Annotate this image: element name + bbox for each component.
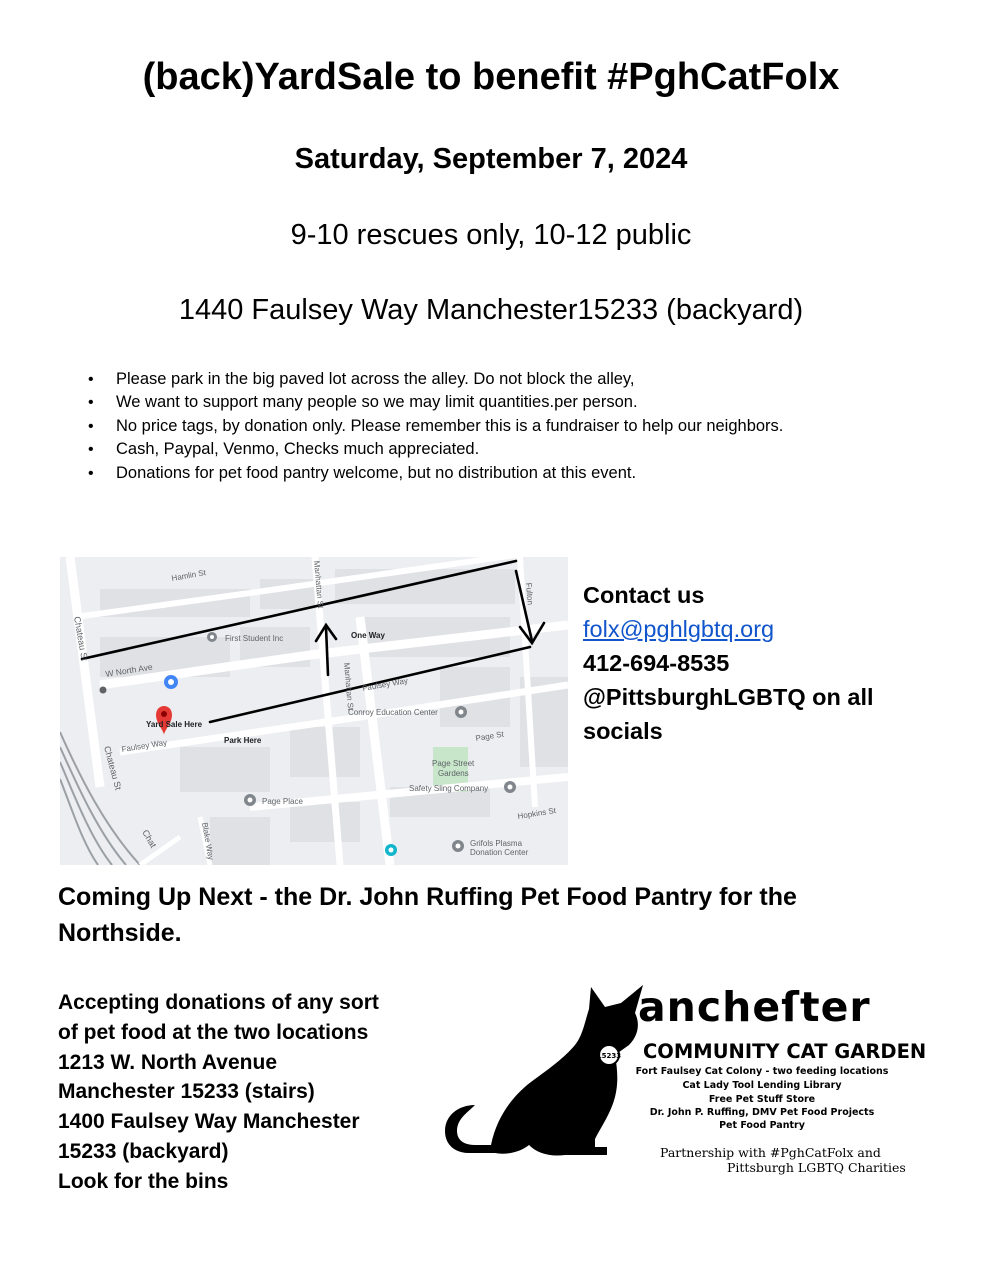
label-yard-sale: Yard Sale Here xyxy=(146,720,203,729)
cat-silhouette-icon xyxy=(445,985,645,1180)
label-grifols-2: Donation Center xyxy=(470,848,529,857)
label-fulton: Fulton xyxy=(524,582,535,606)
info-list xyxy=(88,368,783,485)
donation-line: 15233 (backyard) xyxy=(58,1139,229,1163)
event-address: 1440 Faulsey Way Manchester15233 (backyard) xyxy=(178,294,804,326)
label-chateau-2: Chateau St xyxy=(102,744,124,792)
logo-line: Fort Faulsey Cat Colony - two feeding locations xyxy=(635,1066,889,1077)
page-title: (back)YardSale to benefit #PghCatFolx xyxy=(142,56,840,98)
list-item: • Please park in the big paved lot across the alley. Do not block the alley, xyxy=(88,368,783,391)
event-date: Saturday, September 7, 2024 xyxy=(294,143,688,175)
label-page-place: Page Place xyxy=(262,797,303,806)
cat-tag-text: 15233 xyxy=(596,1052,622,1060)
logo-line: Pet Food Pantry xyxy=(719,1120,805,1131)
cat-garden-logo xyxy=(445,983,927,1180)
contact-social-2: socials xyxy=(583,718,663,744)
logo-line: Free Pet Stuff Store xyxy=(708,1094,816,1105)
label-chateau-1: Chateau St xyxy=(72,615,90,662)
next-line-1: Coming Up Next - the Dr. John Ruffing Pet Food Pantry for the xyxy=(58,883,797,911)
label-manhattan-1: Manhattan St xyxy=(312,560,326,609)
email-link[interactable]: folx@pghlgbtq.org xyxy=(583,616,775,642)
label-park-here: Park Here xyxy=(224,736,262,745)
coming-up-next xyxy=(58,879,938,951)
logo-wordmark: ancheſter xyxy=(638,983,871,1031)
label-hopkins: Hopkins St xyxy=(516,806,557,821)
list-item: • We want to support many people so we may limit quantities.per person. xyxy=(88,391,783,414)
label-page-st: Page St xyxy=(474,729,505,743)
contact-phone: 412-694-8535 xyxy=(583,650,730,676)
label-blake: Blake Way xyxy=(200,821,216,861)
map-graphic xyxy=(60,557,568,865)
contact-social-1: @PittsburghLGBTQ on all xyxy=(583,684,874,710)
location-map xyxy=(60,557,568,865)
label-page-gardens-1: Page Street xyxy=(432,759,475,768)
contact-block xyxy=(583,578,874,748)
label-safety-sling: Safety Sling Company xyxy=(409,784,489,793)
logo-line: Cat Lady Tool Lending Library xyxy=(682,1080,842,1091)
donation-line: of pet food at the two locations xyxy=(58,1020,369,1044)
donation-info xyxy=(58,988,418,1197)
donation-line: 1400 Faulsey Way Manchester xyxy=(58,1110,360,1134)
list-item: • No price tags, by donation only. Please remember this is a fundraiser to help our neighbors. xyxy=(88,415,783,438)
donation-line: Look for the bins xyxy=(58,1169,229,1193)
partnership-line-1: Partnership with #PghCatFolx and xyxy=(660,1145,881,1160)
label-page-gardens-2: Gardens xyxy=(438,769,469,778)
label-manhattan-2: Manhattan St xyxy=(342,662,356,711)
label-grifols-1: Grifols Plasma xyxy=(470,839,523,848)
label-chateau-3: Chat xyxy=(140,828,159,850)
label-faulsey-1: Faulsey Way xyxy=(361,676,409,693)
label-one-way: One Way xyxy=(351,631,385,640)
list-item: • Donations for pet food pantry welcome, but no distribution at this event. xyxy=(88,462,783,485)
label-first-student: First Student Inc xyxy=(225,634,284,643)
logo-line: Dr. John P. Ruffing, DMV Pet Food Projects xyxy=(649,1107,875,1118)
label-hamlin: Hamlin St xyxy=(170,568,207,583)
event-hours: 9-10 rescues only, 10-12 public xyxy=(290,219,692,251)
logo-subtitle: COMMUNITY CAT GARDEN xyxy=(643,1040,927,1063)
partnership-line-2: Pittsburgh LGBTQ Charities xyxy=(727,1160,906,1175)
donation-line: 1213 W. North Avenue xyxy=(58,1050,278,1074)
donation-line: Manchester 15233 (stairs) xyxy=(58,1080,315,1104)
next-line-2: Northside. xyxy=(58,919,182,947)
label-conroy: Conroy Education Center xyxy=(348,708,438,717)
label-faulsey-2: Faulsey Way xyxy=(120,737,168,754)
label-w-north: W North Ave xyxy=(104,661,154,679)
contact-heading: Contact us xyxy=(583,582,705,608)
list-item: • Cash, Paypal, Venmo, Checks much appreciated. xyxy=(88,438,783,461)
donation-line: Accepting donations of any sort xyxy=(58,991,379,1014)
